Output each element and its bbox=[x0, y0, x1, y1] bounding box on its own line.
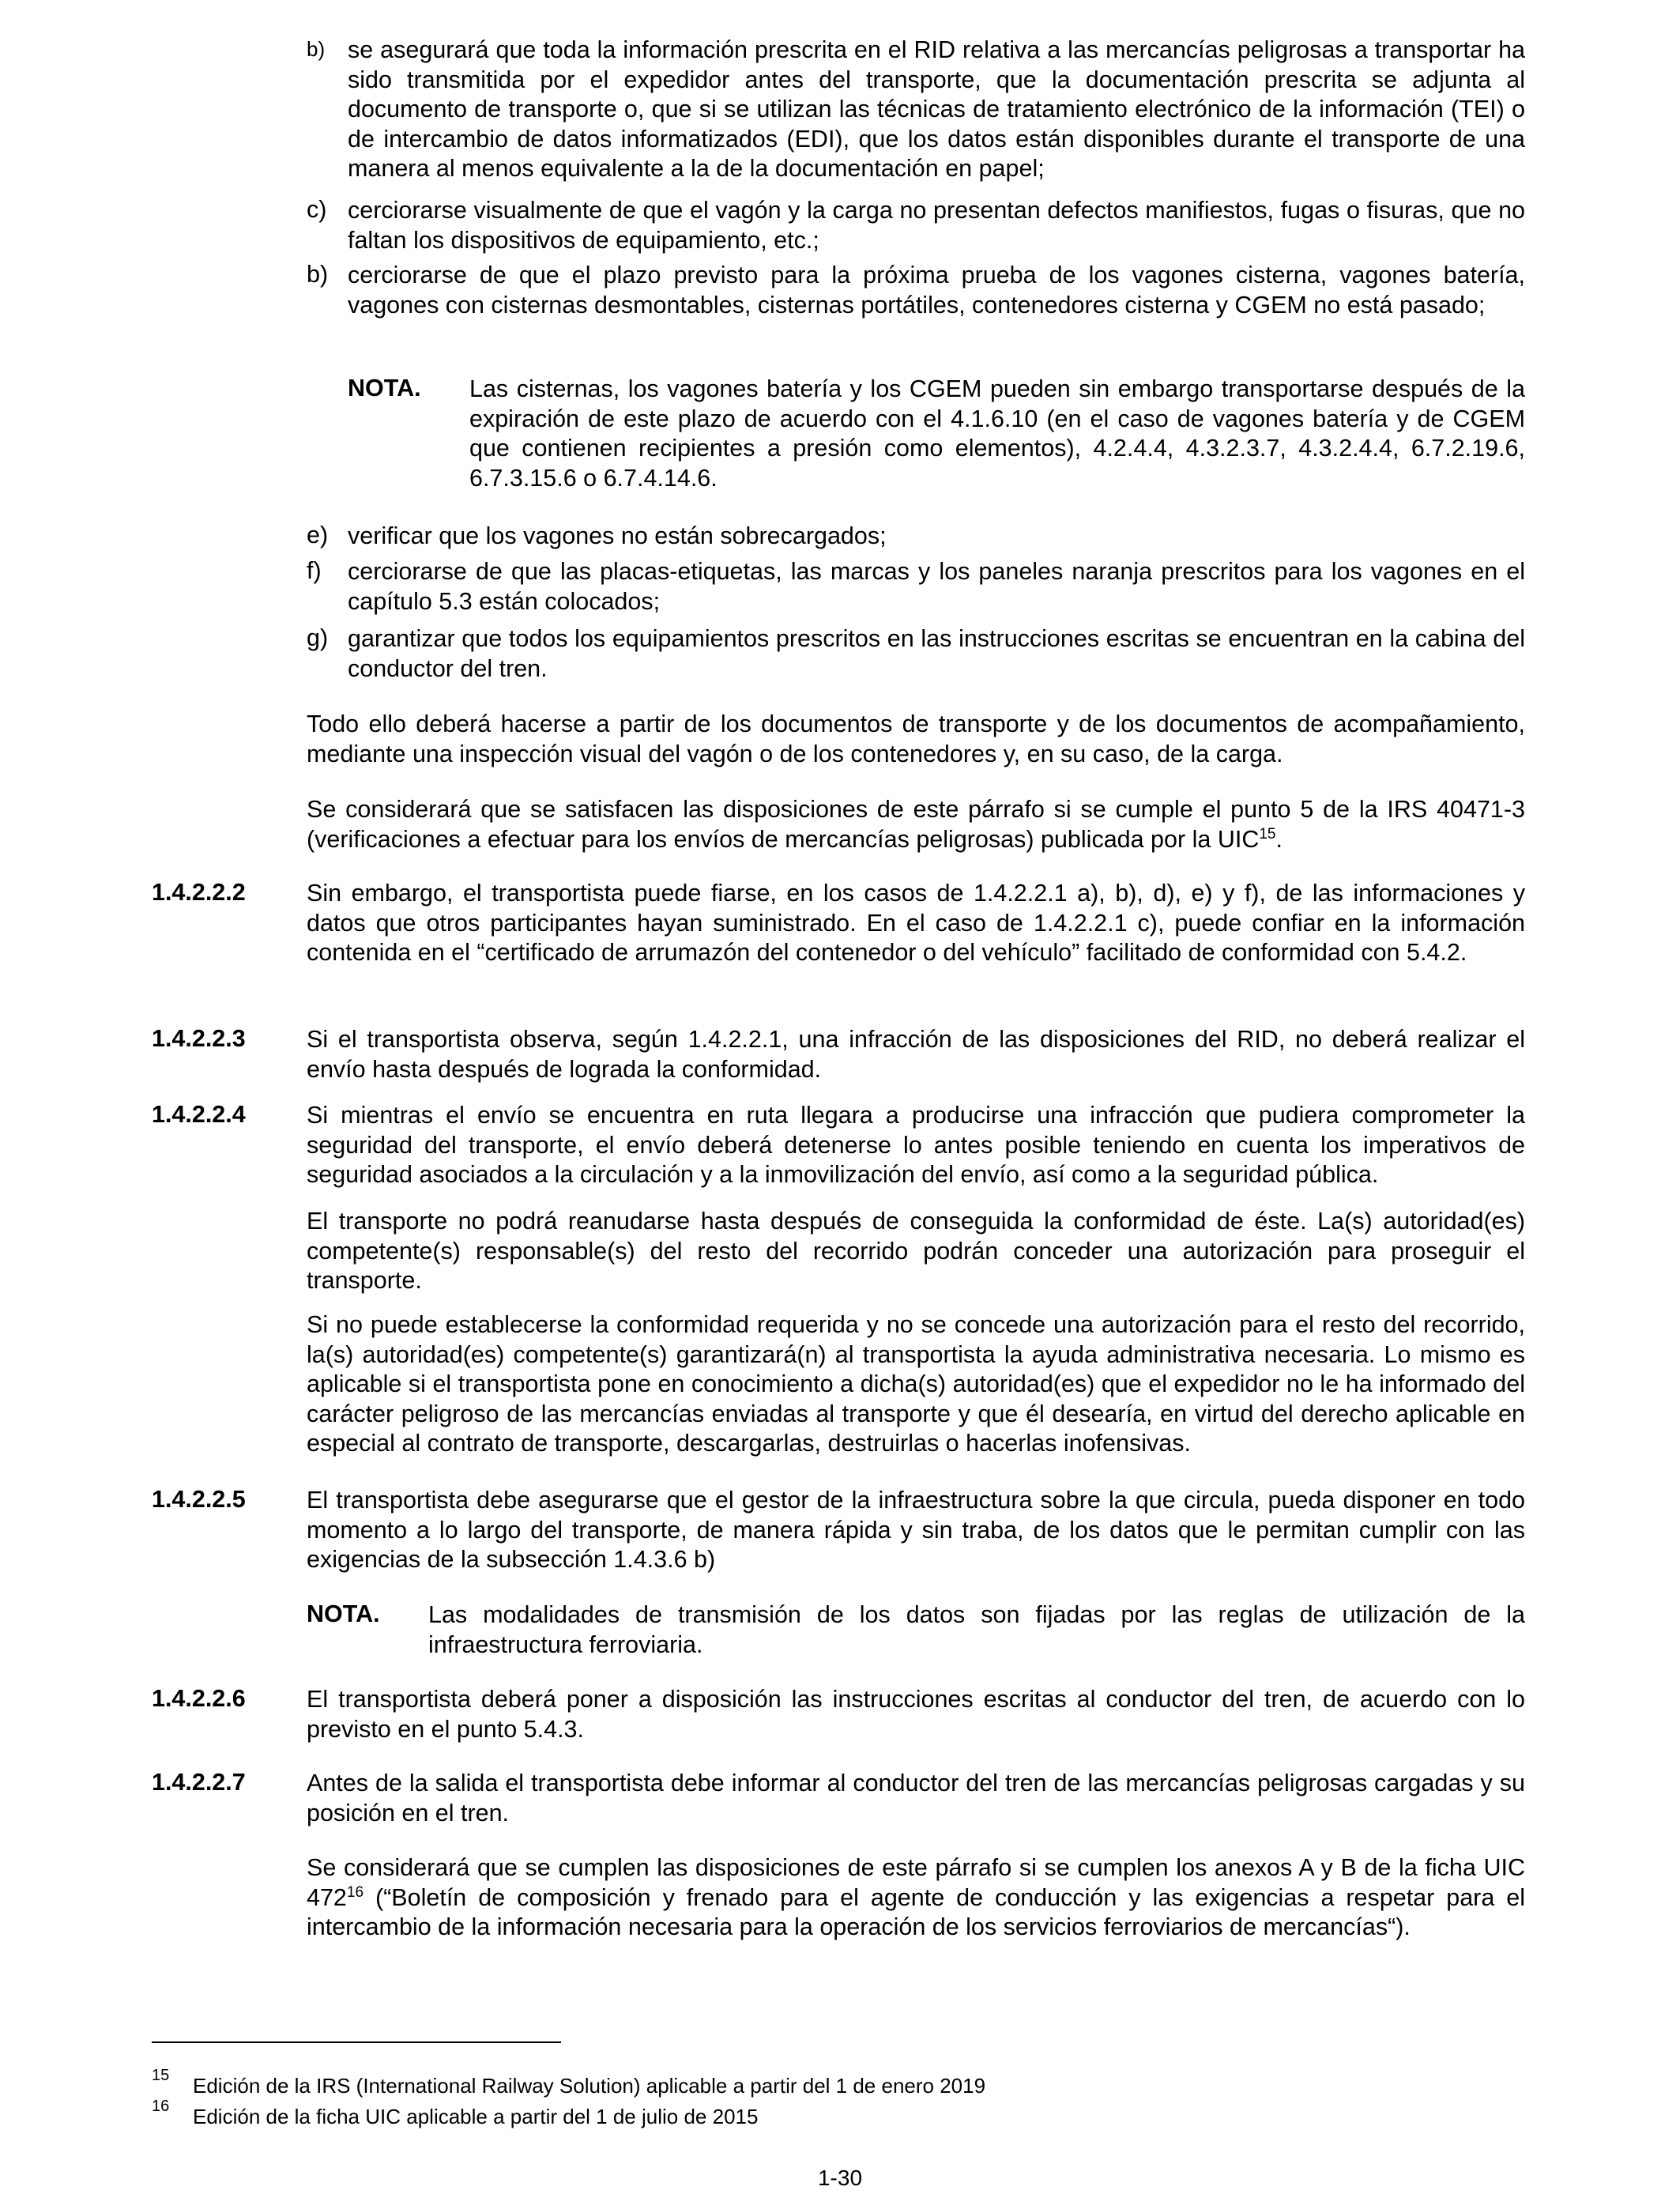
page-number: 1-30 bbox=[817, 2166, 863, 2190]
section-number: 1.4.2.2.7 bbox=[152, 1769, 246, 1796]
note-text: Las modalidades de transmisión de los datos son fijadas por las reglas de utilización de la infraestructura ferroviaria. bbox=[428, 1601, 1525, 1658]
section-text: Si el transportista observa, según 1.4.2.2.1, una infracción de las disposiciones del RID, no deberá realizar el envío hasta después de lograda la conformidad. bbox=[307, 1026, 1525, 1083]
section-number: 1.4.2.2.2 bbox=[152, 879, 246, 906]
section-1-4-2-2-2 bbox=[152, 879, 1525, 968]
list-item-label: b) bbox=[307, 261, 329, 288]
list-item-label: b) bbox=[307, 37, 326, 61]
section-text: El transportista debe asegurarse que el gestor de la infraestructura sobre la que circula, pueda disponer en todo momento a lo largo del transporte, de manera rápida y sin traba, de los datos que le permitan cumplir con las exigencias de la subsección 1.4.3.6 b) bbox=[307, 1487, 1525, 1573]
section-number: 1.4.2.2.6 bbox=[152, 1685, 246, 1712]
list-item-text: se asegurará que toda la información prescrita en el RID relativa a las mercancías peligrosas a transportar ha sido transmitida por el expedidor antes del transporte, que la documentación prescrita se adjunta al documento de transporte o, que si se utilizan las técnicas de tratamiento electrónico de la información (TEI) o de intercambio de datos informatizados (EDI), que los datos están disponibles durante el transporte de una manera al menos equivalente a la de la documentación en papel; bbox=[348, 36, 1525, 182]
paragraph-text-end: . bbox=[1275, 825, 1283, 853]
list-item-label: g) bbox=[307, 624, 329, 651]
paragraph bbox=[307, 795, 1525, 854]
list-item bbox=[307, 196, 1525, 255]
list-item-text: garantizar que todos los equipamientos prescritos en las instrucciones escritas se encuentran en la cabina del conductor del tren. bbox=[348, 625, 1525, 682]
footnote-number: 16 bbox=[152, 2098, 170, 2115]
note-text: Las cisternas, los vagones batería y los CGEM pueden sin embargo transportarse después de la expiración de este plazo de acuerdo con el 4.1.6.10 (en el caso de vagones batería y de CGEM que contienen recipientes a presión como elementos), 4.2.4.4, 4.3.2.3.7, 4.3.2.4.4, 6.7.2.19.6, 6.7.3.15.6 o 6.7.4.14.6. bbox=[469, 375, 1525, 492]
note-block bbox=[348, 375, 1525, 493]
footnote-number: 15 bbox=[152, 2067, 170, 2084]
section-1-4-2-2-7 bbox=[152, 1769, 1525, 1828]
list-item bbox=[307, 261, 1525, 320]
paragraph-text-main: Se considerará que se satisfacen las disposiciones de este párrafo si se cumple el punto 5 de la IRS 40471-3 (verificaciones a efectuar para los envíos de mercancías peligrosas) publicada por la UIC bbox=[307, 796, 1525, 853]
section-text: Si mientras el envío se encuentra en ruta llegara a producirse una infracción que pudiera comprometer la seguridad del transporte, el envío deberá detenerse lo antes posible teniendo en cuenta los imperativos de seguridad asociados a la circulación y a la inmovilización del envío, así como a la seguridad pública. bbox=[307, 1102, 1525, 1188]
note-label: NOTA. bbox=[307, 1600, 380, 1627]
section-text: El transportista deberá poner a disposición las instrucciones escritas al conductor del tren, de acuerdo con lo previsto en el punto 5.4.3. bbox=[307, 1686, 1525, 1743]
list-item-label: e) bbox=[307, 522, 329, 548]
footnote bbox=[152, 2067, 1258, 2098]
list-item-label: c) bbox=[307, 196, 327, 223]
section-1-4-2-2-5 bbox=[152, 1486, 1525, 1575]
paragraph-text bbox=[307, 1853, 1525, 1943]
list-item-text: cerciorarse visualmente de que el vagón y la carga no presentan defectos manifiestos, fugas o fisuras, que no faltan los dispositivos de equipamiento, etc.; bbox=[348, 197, 1525, 254]
list-item bbox=[307, 522, 1525, 552]
list-item bbox=[307, 36, 1525, 184]
footnote bbox=[152, 2098, 1258, 2129]
paragraph-text-rest: (“Boletín de composición y frenado para el agente de conducción y las exigencias a respetar para el intercambio de la información necesaria para la operación de los servicios ferroviarios de mercancías“). bbox=[307, 1883, 1525, 1940]
section-1-4-2-2-4 bbox=[152, 1101, 1525, 1190]
section-text: Antes de la salida el transportista debe informar al conductor del tren de las mercancías peligrosas cargadas y su posición en el tren. bbox=[307, 1770, 1525, 1826]
paragraph-text-main: Se considerará que se cumplen las disposiciones de este párrafo si se cumplen los anexos A y B de la ficha UIC 472 bbox=[307, 1854, 1525, 1911]
section-1-4-2-2-6 bbox=[152, 1685, 1525, 1744]
footnote-ref: 15 bbox=[1259, 825, 1276, 843]
footnote-text: Edición de la ficha UIC aplicable a partir del 1 de julio de 2015 bbox=[193, 2105, 759, 2128]
section-1-4-2-2-3 bbox=[152, 1025, 1525, 1084]
paragraph bbox=[307, 1310, 1525, 1459]
list-item bbox=[307, 624, 1525, 684]
paragraph-text: Todo ello deberá hacerse a partir de los documentos de transporte y de los documentos de acompañamiento, mediante una inspección visual del vagón o de los contenedores y, en su caso, de la carga. bbox=[307, 711, 1525, 767]
footnote-separator bbox=[152, 2041, 561, 2043]
list-item-text: verificar que los vagones no están sobrecargados; bbox=[348, 522, 887, 549]
paragraph-text: El transporte no podrá reanudarse hasta después de conseguida la conformidad de éste. La(s) autoridad(es) competente(s) responsable(s) del resto del recorrido podrán conceder una autorización para proseguir el transporte. bbox=[307, 1208, 1525, 1294]
list-item-label: f) bbox=[307, 557, 322, 584]
section-number: 1.4.2.2.3 bbox=[152, 1025, 246, 1052]
list-item bbox=[307, 557, 1525, 616]
footnote-ref: 16 bbox=[346, 1883, 364, 1901]
paragraph-text bbox=[307, 795, 1525, 854]
footnote-text: Edición de la IRS (International Railway Solution) aplicable a partir del 1 de enero 2019 bbox=[193, 2074, 986, 2098]
list-item-text: cerciorarse de que el plazo previsto para la próxima prueba de los vagones cisterna, vagones batería, vagones con cisternas desmontables, cisternas portátiles, contenedores cisterna y CGEM no está pasado; bbox=[348, 262, 1525, 319]
section-text: Sin embargo, el transportista puede fiarse, en los casos de 1.4.2.2.1 a), b), d), e) y f), de las informaciones y datos que otros participantes hayan suministrado. En el caso de 1.4.2.2.1 c), puede confiar en la información contenida en el “certificado de arrumazón del contenedor o del vehículo” facilitado de conformidad con 5.4.2. bbox=[307, 880, 1525, 966]
paragraph bbox=[307, 1207, 1525, 1296]
section-number: 1.4.2.2.5 bbox=[152, 1486, 246, 1513]
note-label: NOTA. bbox=[348, 375, 421, 401]
list-item-text: cerciorarse de que las placas-etiquetas, las marcas y los paneles naranja prescritos para los vagones en el capítulo 5.3 están colocados; bbox=[348, 558, 1525, 615]
section-number: 1.4.2.2.4 bbox=[152, 1101, 246, 1128]
paragraph bbox=[307, 1853, 1525, 1943]
paragraph bbox=[307, 710, 1525, 769]
note-block bbox=[307, 1600, 1525, 1660]
paragraph-text: Si no puede establecerse la conformidad requerida y no se concede una autorización para el resto del recorrido, la(s) autoridad(es) competente(s) garantizará(n) al transportista la ayuda administrativa necesaria. Lo mismo es aplicable si el transportista pone en conocimiento a dicha(s) autoridad(es) que el expedidor no le ha informado del carácter peligroso de las mercancías enviadas al transporte y que él desearía, en virtud del derecho aplicable en especial al contrato de transporte, descargarlas, destruirlas o hacerlas inofensivas. bbox=[307, 1311, 1525, 1457]
